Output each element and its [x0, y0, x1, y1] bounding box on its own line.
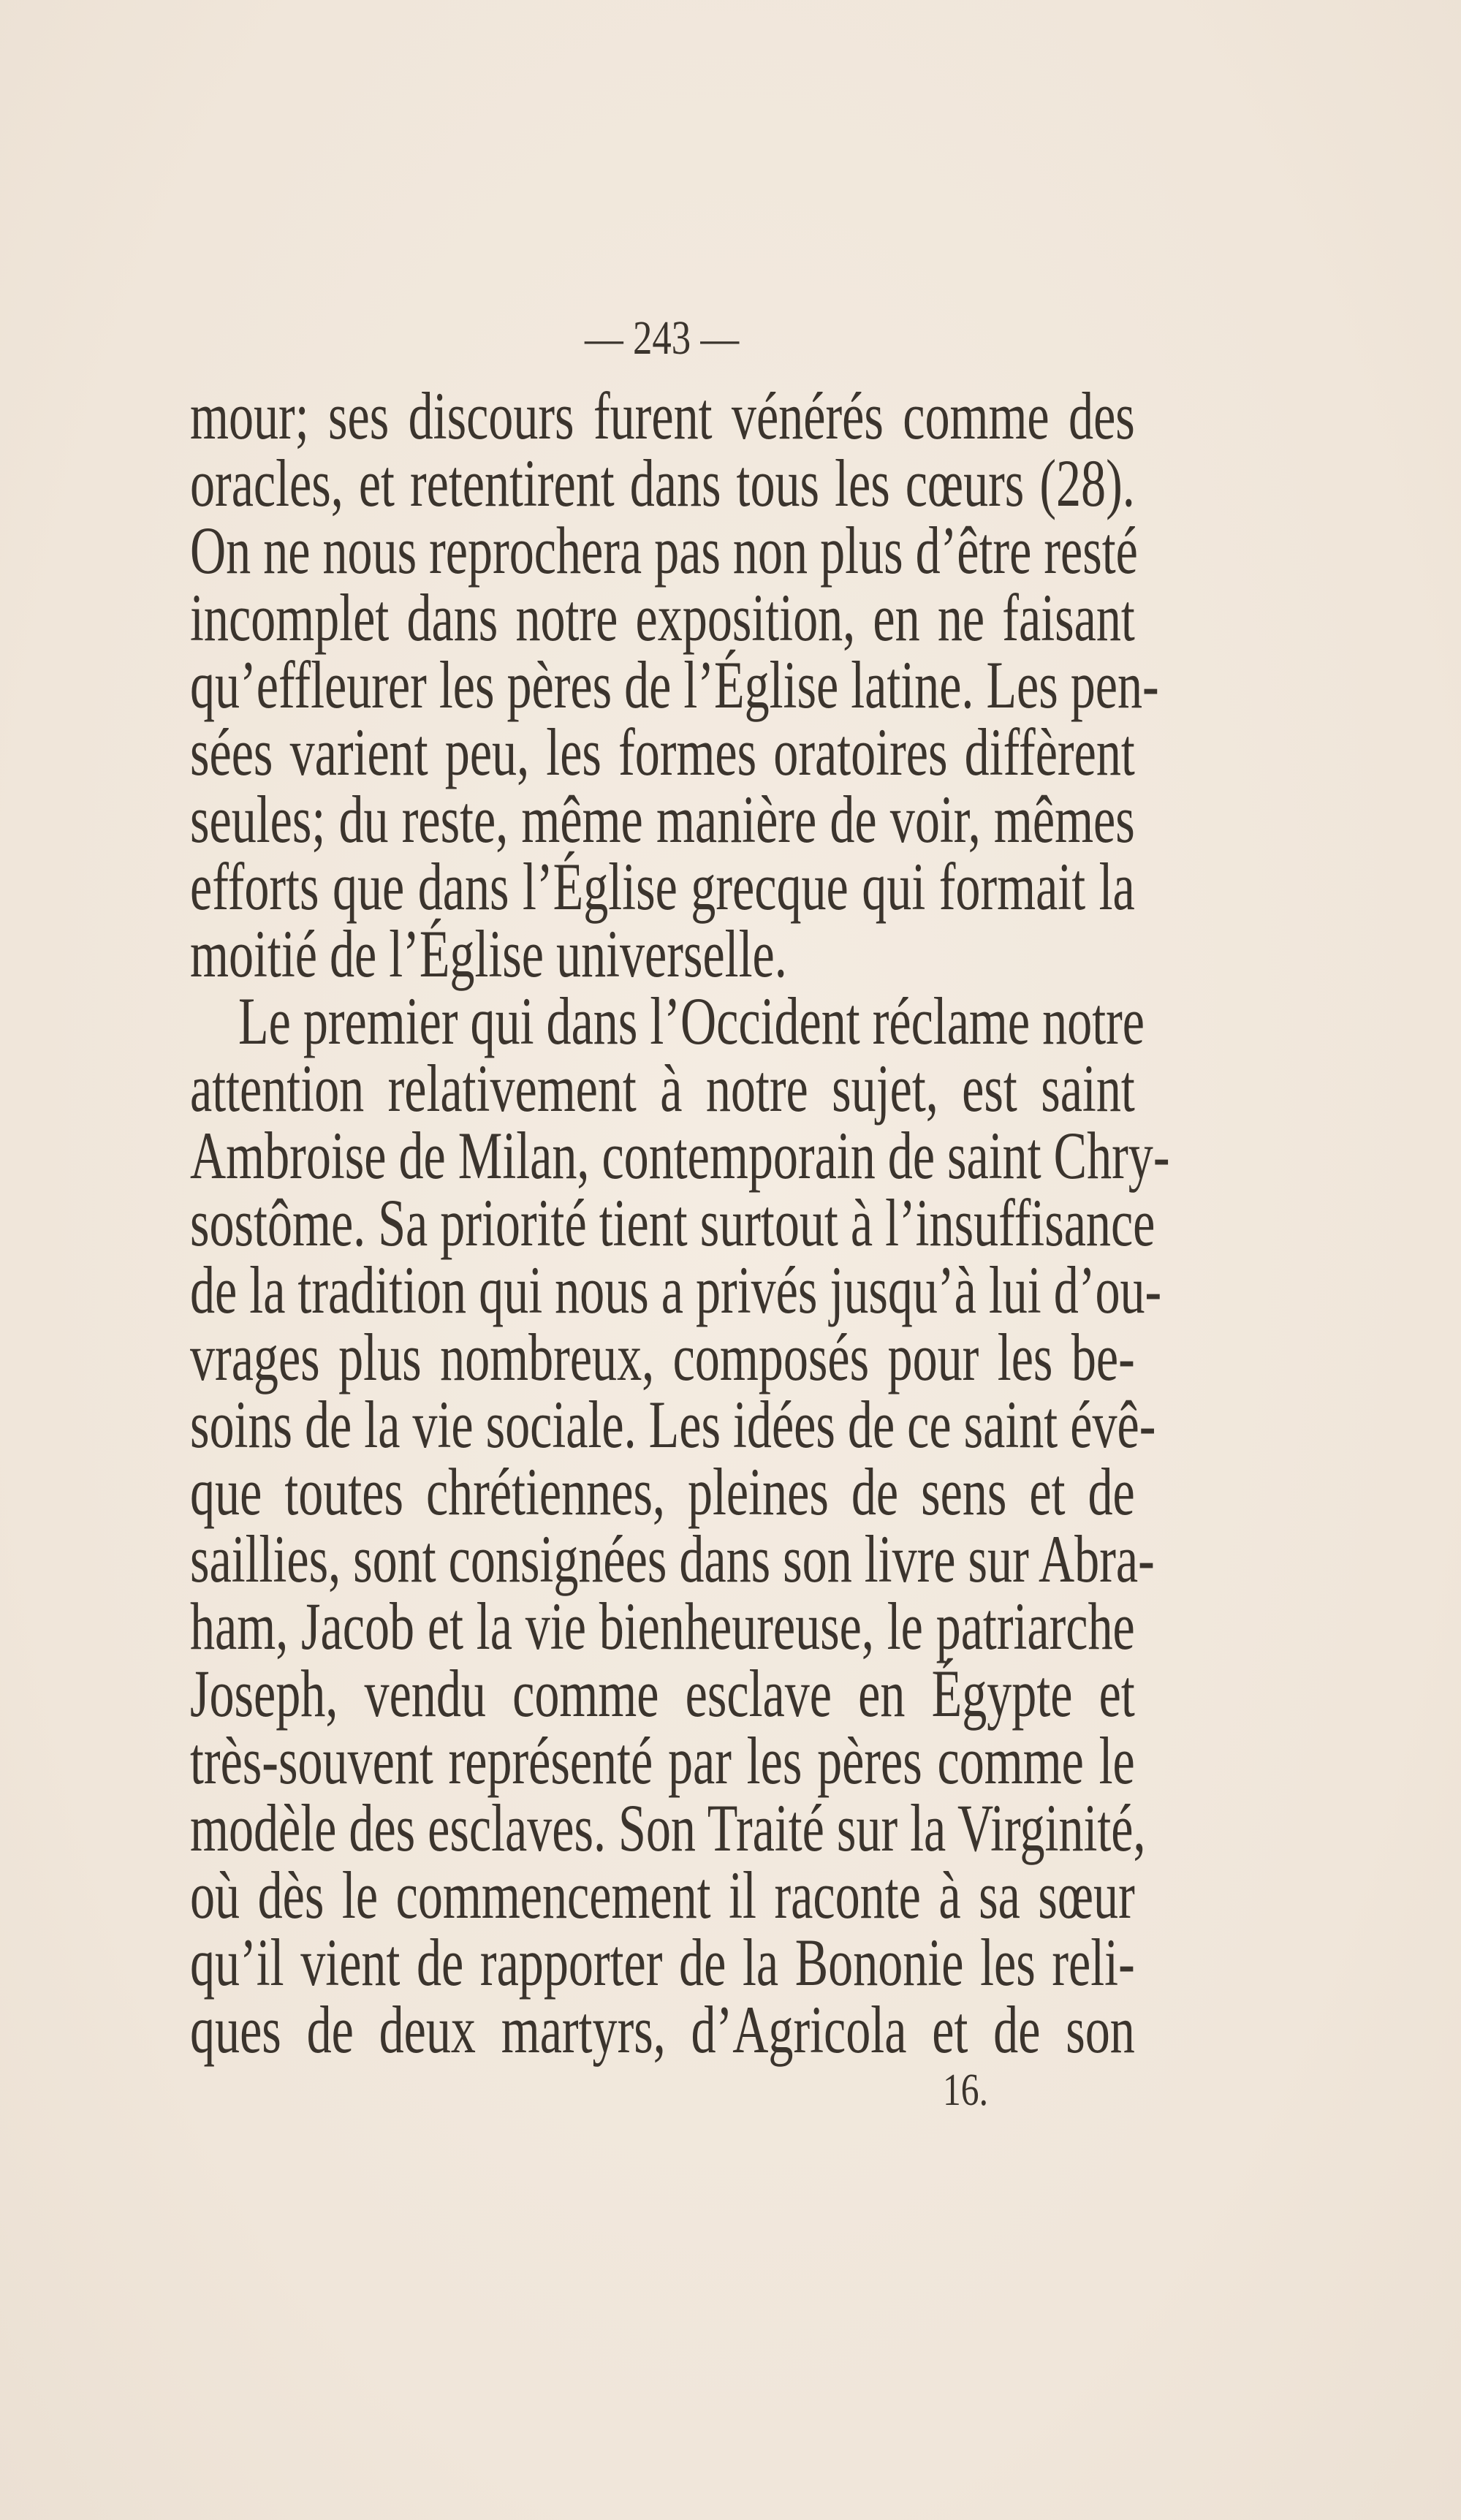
text-line: Le premier qui dans l’Occident réclame notre — [238, 984, 1145, 1058]
page-number: — 243 — — [585, 311, 740, 365]
text-line: mour; ses discours furent vénérés comme des — [190, 379, 1135, 453]
text-line: que toutes chrétiennes, pleines de sens et de — [190, 1454, 1135, 1529]
text-line: ham, Jacob et la vie bienheureuse, le patriarche — [190, 1589, 1135, 1663]
text-line: de la tradition qui nous a privés jusqu’à lui d’ou- — [190, 1253, 1162, 1327]
text-line: moitié de l’Église universelle. — [190, 916, 787, 991]
text-line: qu’effleurer les pères de l’Église latine. Les pen- — [190, 648, 1159, 722]
text-line: efforts que dans l’Église grecque qui formait la — [190, 849, 1135, 924]
text-line: sostôme. Sa priorité tient surtout à l’insuffisance — [190, 1185, 1155, 1260]
text-line: où dès le commencement il raconte à sa sœur — [190, 1858, 1135, 1932]
text-line: qu’il vient de rapporter de la Bononie les reli- — [190, 1925, 1135, 2000]
text-line: oracles, et retentirent dans tous les cœurs (28). — [190, 446, 1135, 520]
text-line: ques de deux martyrs, d’Agricola et de son — [190, 1992, 1135, 2067]
page-number-header — [132, 311, 1301, 366]
text-line: vrages plus nombreux, composés pour les be- — [190, 1320, 1135, 1394]
text-line: soins de la vie sociale. Les idées de ce saint évê- — [190, 1387, 1156, 1462]
text-line: On ne nous reprochera pas non plus d’être resté — [190, 513, 1138, 588]
text-line: seules; du reste, même manière de voir, mêmes — [190, 782, 1135, 857]
text-line: modèle des esclaves. Son Traité sur la Virginité, — [190, 1791, 1146, 1865]
text-line: saillies, sont consignées dans son livre sur Abra- — [190, 1522, 1155, 1596]
text-line: attention relativement à notre sujet, est saint — [190, 1051, 1135, 1126]
text-line: très-souvent représenté par les pères comme le — [190, 1723, 1135, 1798]
signature-mark: 16. — [943, 2065, 988, 2115]
text-line: incomplet dans notre exposition, en ne faisant — [190, 580, 1135, 655]
text-line: Joseph, vendu comme esclave en Égypte et — [190, 1656, 1135, 1731]
text-line: Ambroise de Milan, contemporain de saint Chry- — [190, 1118, 1170, 1193]
text-line: sées varient peu, les formes oratoires diffèrent — [190, 715, 1135, 789]
